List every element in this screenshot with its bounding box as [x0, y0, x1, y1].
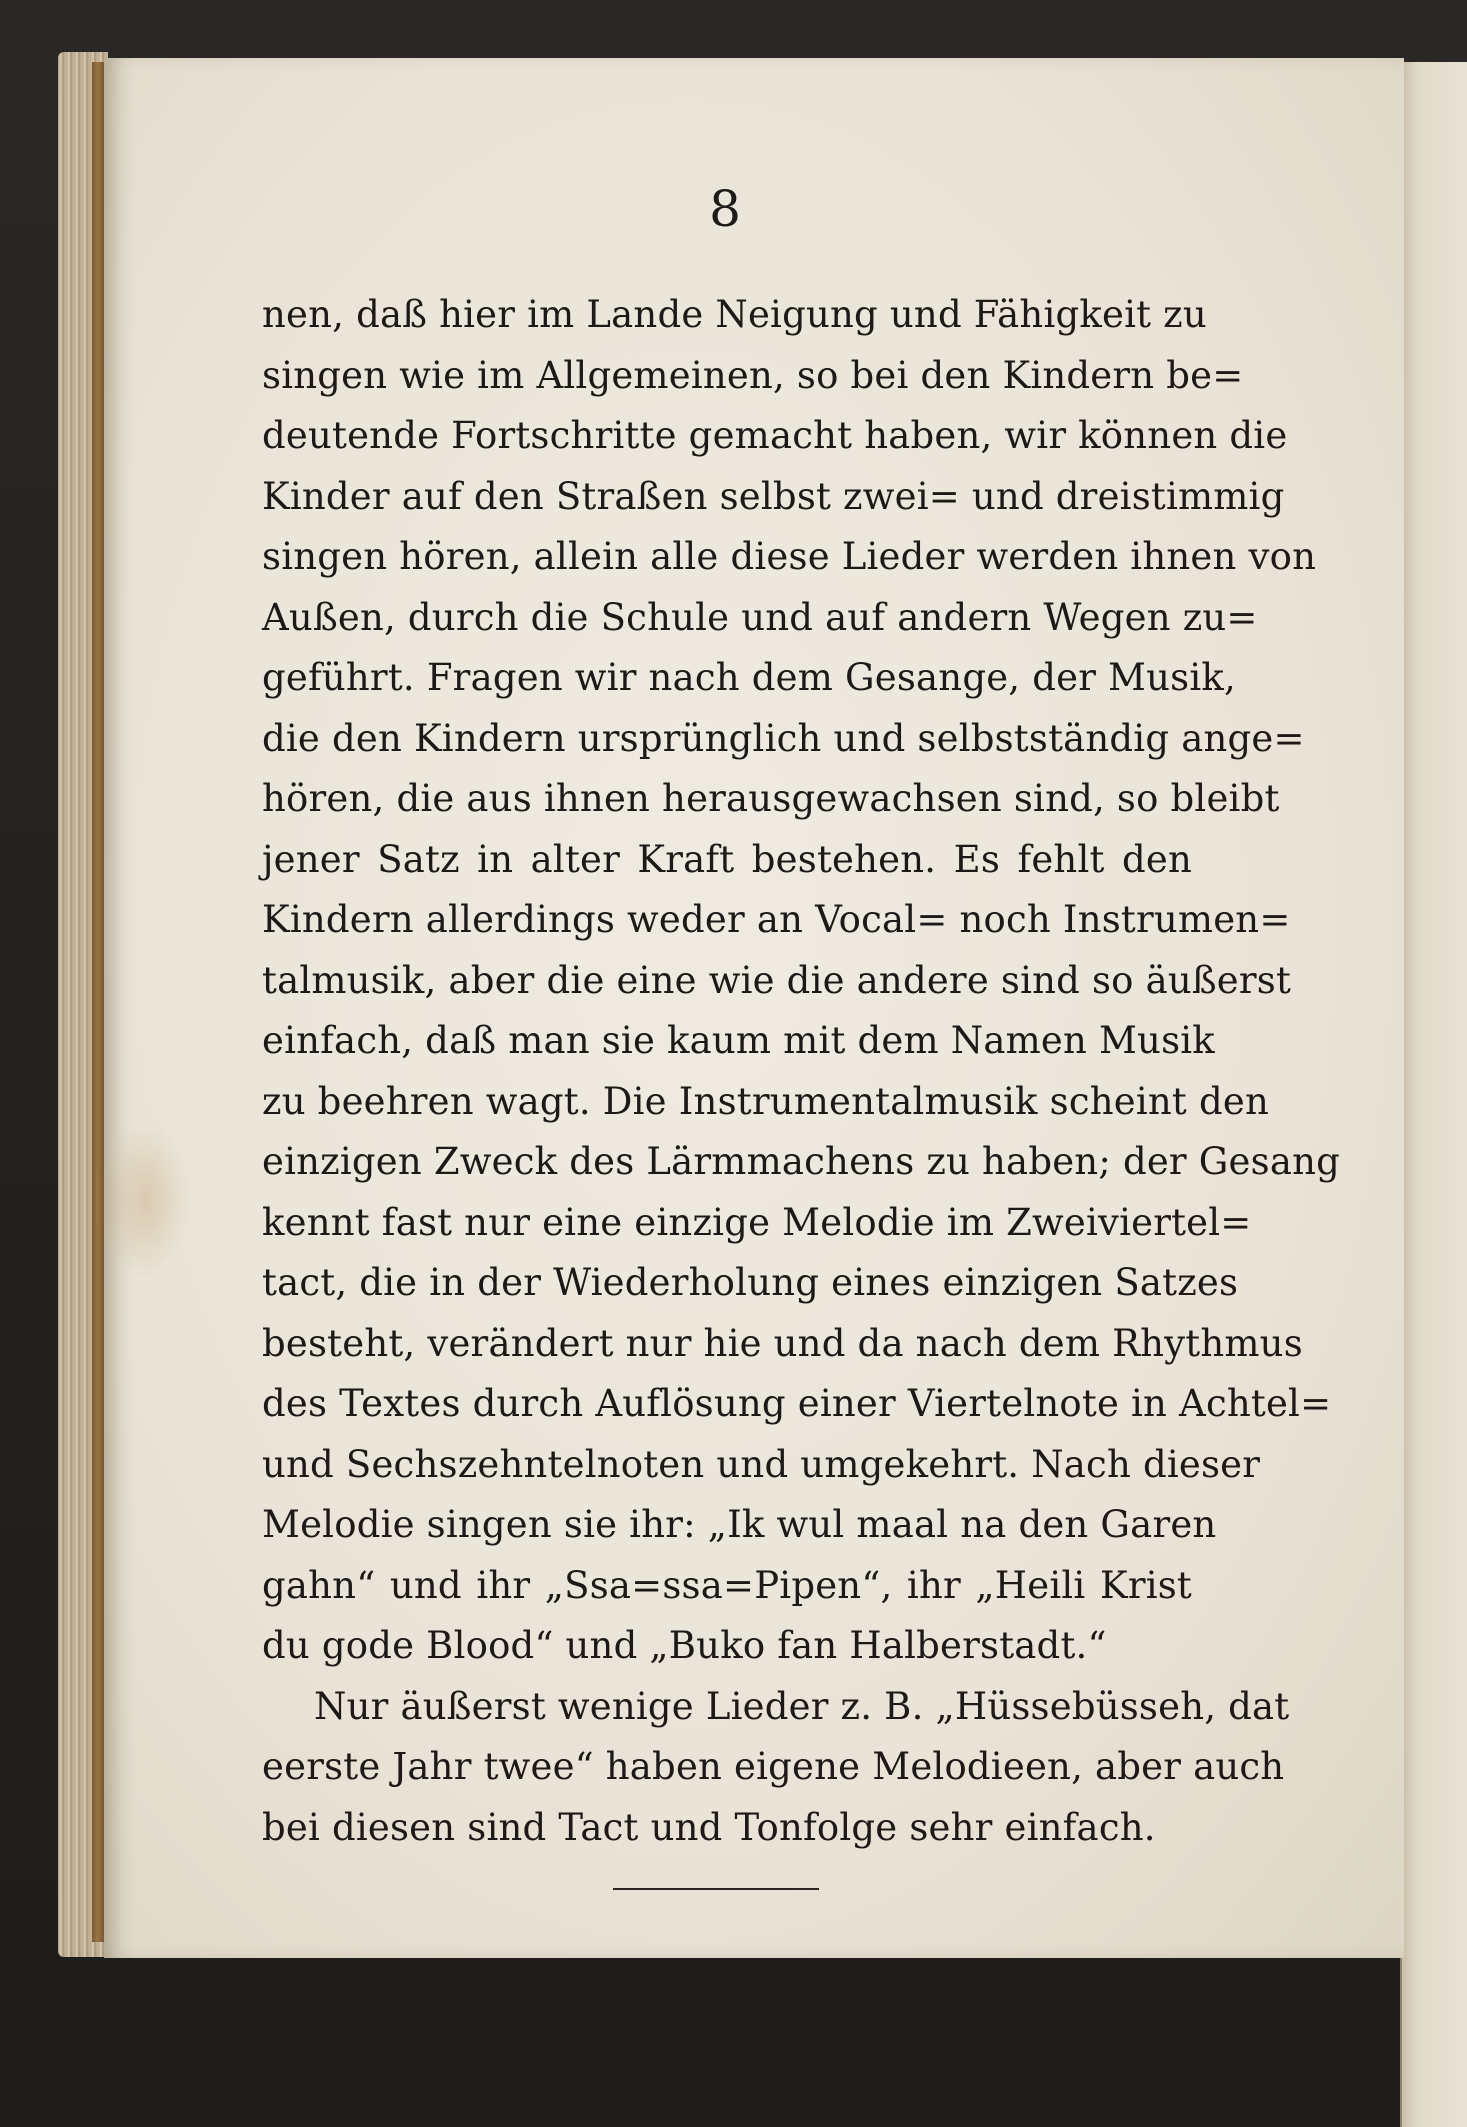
text-line: jener Satz in alter Kraft bestehen. Es fehlt den [262, 837, 1192, 881]
text-line: hören, die aus ihnen herausgewachsen sind, so bleibt [262, 777, 1280, 820]
paragraph-1 [262, 285, 1340, 1677]
text-line: du gode Blood“ und „Buko fan Halberstadt.“ [262, 1624, 1107, 1667]
text-line: deutende Fortschritte gemacht haben, wir können die [262, 414, 1288, 457]
text-line: und Sechszehntelnoten und umgekehrt. Nach dieser [262, 1442, 1261, 1486]
text-line: talmusik, aber die eine wie die andere sind so äußerst [262, 958, 1292, 1002]
text-line: tact, die in der Wiederholung eines einzigen Satzes [262, 1261, 1239, 1304]
text-line: des Textes durch Auflösung einer Viertelnote in Achtel= [262, 1382, 1332, 1425]
text-line: Außen, durch die Schule und auf andern Wegen zu= [262, 595, 1258, 639]
text-line: zu beehren wagt. Die Instrumentalmusik scheint den [262, 1079, 1269, 1123]
end-rule [613, 1888, 819, 1890]
text-line: geführt. Fragen wir nach dem Gesange, der Musik, [262, 656, 1236, 699]
text-line: singen wie im Allgemeinen, so bei den Kindern be= [262, 353, 1244, 397]
text-line: bei diesen sind Tact und Tonfolge sehr einfach. [262, 1805, 1156, 1849]
text-line: besteht, verändert nur hie und da nach dem Rhythmus [262, 1321, 1303, 1365]
text-line: kennt fast nur eine einzige Melodie im Zweiviertel= [262, 1200, 1252, 1244]
text-line: Kindern allerdings weder an Vocal= noch Instrumen= [262, 898, 1291, 941]
text-line: nen, daß hier im Lande Neigung und Fähigkeit zu [262, 293, 1207, 336]
text-line: Melodie singen sie ihr: „Ik wul maal na den Garen [262, 1503, 1217, 1546]
page-number: 8 [709, 180, 741, 238]
body-text [262, 285, 1340, 1858]
text-line: gahn“ und ihr „Ssa=ssa=Pipen“, ihr „Heili Krist [262, 1563, 1192, 1607]
text-line: singen hören, allein alle diese Lieder werden ihnen von [262, 535, 1317, 578]
facing-page-edge [1400, 62, 1467, 2127]
text-line: die den Kindern ursprünglich und selbstständig ange= [262, 716, 1305, 760]
text-line: eerste Jahr twee“ haben eigene Melodieen, aber auch [262, 1745, 1285, 1788]
paper-stain [100, 1120, 190, 1280]
paragraph-2 [262, 1677, 1290, 1859]
text-line: Nur äußerst wenige Lieder z. B. „Hüssebüsseh, dat [314, 1684, 1290, 1728]
text-line: Kinder auf den Straßen selbst zwei= und dreistimmig [262, 474, 1285, 518]
text-line: einzigen Zweck des Lärmmachens zu haben; der Gesang [262, 1140, 1340, 1183]
text-line: einfach, daß man sie kaum mit dem Namen Musik [262, 1019, 1215, 1062]
